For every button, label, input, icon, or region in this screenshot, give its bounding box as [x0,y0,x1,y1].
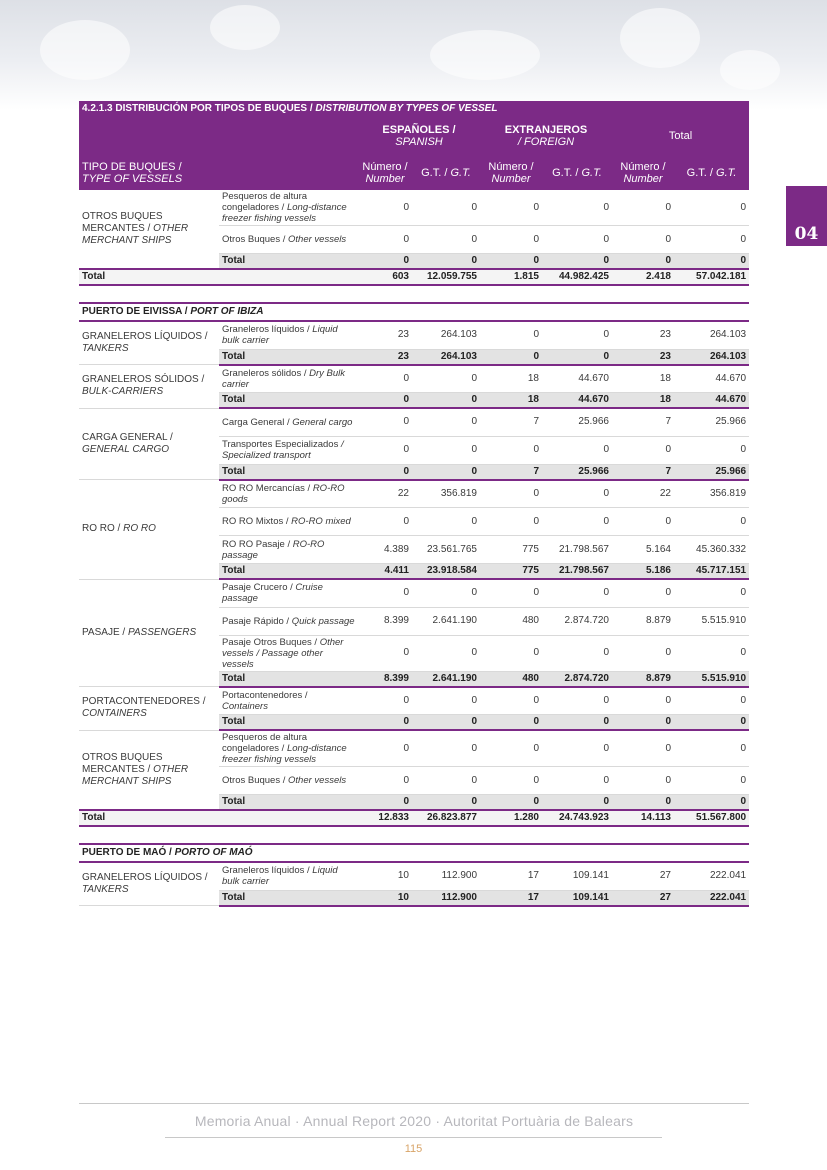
grand-total-value: 2.418 [612,269,674,285]
cell-value: 0 [412,436,480,464]
cell-value: 22 [612,480,674,508]
port-name: PUERTO DE MAÓ / PORTO OF MAÓ [79,844,749,862]
footer-divider [79,1103,749,1104]
subtotal-value: 0 [542,715,612,731]
subtotal-value: 0 [412,393,480,409]
subtotal-value: 0 [412,464,480,480]
cell-value: 18 [480,365,542,393]
col-type-of-vessels: TIPO DE BUQUES / TYPE OF VESSELS [79,156,358,190]
cell-value: 8.879 [612,607,674,635]
cell-value: 0 [612,767,674,795]
vessel-subtype: Pasaje Otros Buques / Other vessels / Passage other vessels [219,635,358,671]
cell-value: 0 [542,767,612,795]
cell-value: 0 [674,226,749,254]
cell-value: 109.141 [542,862,612,890]
cell-value: 0 [542,508,612,536]
vessel-category: GRANELEROS LÍQUIDOS / TANKERS [79,321,219,365]
cell-value: 0 [358,730,412,767]
chapter-tab [786,186,827,246]
cell-value: 0 [674,635,749,671]
cell-value: 0 [480,767,542,795]
subtotal-value: 0 [480,795,542,811]
cell-value: 0 [358,436,412,464]
subtotal-value: 45.717.151 [674,564,749,580]
cell-value: 0 [358,365,412,393]
grand-total-value: 1.815 [480,269,542,285]
grand-total-value: 26.823.877 [412,810,480,826]
subtotal-value: 480 [480,671,542,687]
subtotal-value: 0 [480,254,542,270]
cell-value: 0 [480,436,542,464]
cell-value: 0 [412,579,480,607]
table-row [79,365,749,393]
vessel-subtype: RO RO Mercancías / RO-RO goods [219,480,358,508]
cell-value: 4.389 [358,536,412,564]
group-spanish: ESPAÑOLES / SPANISH [358,116,480,156]
subtotal-label: Total [219,671,358,687]
cell-value: 0 [480,687,542,715]
subtotal-value: 0 [480,715,542,731]
subtotal-value: 0 [358,715,412,731]
subtotal-value: 0 [412,715,480,731]
cell-value: 21.798.567 [542,536,612,564]
col-number: Número / Number [480,156,542,190]
subtotal-label: Total [219,890,358,906]
subtotal-label: Total [219,715,358,731]
cell-value: 0 [612,579,674,607]
column-header-row [79,156,749,190]
grand-total-value: 1.280 [480,810,542,826]
cell-value: 23 [358,321,412,349]
grand-total-value: 44.982.425 [542,269,612,285]
col-gt: G.T. / G.T. [412,156,480,190]
subtotal-value: 8.879 [612,671,674,687]
col-number: Número / Number [358,156,412,190]
spacer-row [79,285,749,303]
cell-value: 5.164 [612,536,674,564]
cell-value: 0 [358,767,412,795]
cell-value: 0 [480,730,542,767]
cell-value: 0 [674,508,749,536]
chapter-number: 04 [794,224,819,244]
subtotal-label: Total [219,254,358,270]
cell-value: 0 [412,365,480,393]
subtotal-value: 0 [612,715,674,731]
subtotal-label: Total [219,564,358,580]
cell-value: 0 [358,579,412,607]
cell-value: 25.966 [674,408,749,436]
vessel-category: GRANELEROS LÍQUIDOS / TANKERS [79,862,219,906]
vessel-subtype: RO RO Mixtos / RO-RO mixed [219,508,358,536]
table-row [79,687,749,715]
grand-total-label: Total [79,269,358,285]
grand-total-row [79,269,749,285]
cell-value: 0 [542,687,612,715]
grand-total-value: 51.567.800 [674,810,749,826]
subtotal-value: 8.399 [358,671,412,687]
footer-text: Memoria Anual · Annual Report 2020 · Autoritat Portuària de Balears [194,1113,634,1129]
vessel-subtype: Pesqueros de altura congeladores / Long-distance freezer fishing vessels [219,190,358,226]
spacer-row [79,826,749,844]
spacer-cell [79,285,749,303]
cell-value: 0 [480,480,542,508]
subtotal-value: 27 [612,890,674,906]
subtotal-label: Total [219,795,358,811]
cell-value: 264.103 [412,321,480,349]
cell-value: 0 [480,321,542,349]
vessel-subtype: RO RO Pasaje / RO-RO passage [219,536,358,564]
cell-value: 0 [612,730,674,767]
subtotal-value: 17 [480,890,542,906]
cell-value: 2.874.720 [542,607,612,635]
cell-value: 7 [480,408,542,436]
cell-value: 112.900 [412,862,480,890]
table-title: 4.2.1.3 DISTRIBUCIÓN POR TIPOS DE BUQUES / DISTRIBUTION BY TYPES OF VESSEL [79,101,749,116]
subtotal-label: Total [219,464,358,480]
subtotal-value: 109.141 [542,890,612,906]
subtotal-value: 2.641.190 [412,671,480,687]
cell-value: 0 [674,436,749,464]
vessel-subtype: Carga General / General cargo [219,408,358,436]
vessel-subtype: Otros Buques / Other vessels [219,226,358,254]
cell-value: 0 [480,226,542,254]
table-row [79,480,749,508]
subtotal-value: 23.918.584 [412,564,480,580]
cell-value: 0 [612,508,674,536]
vessel-distribution-table-wrap [79,101,749,907]
vessel-category: CARGA GENERAL / GENERAL CARGO [79,408,219,480]
group-header-row [79,116,749,156]
subtotal-value: 2.874.720 [542,671,612,687]
subtotal-value: 0 [358,254,412,270]
subtotal-value: 18 [612,393,674,409]
table-row [79,321,749,349]
cell-value: 0 [612,687,674,715]
port-header-row [79,844,749,862]
cell-value: 0 [358,508,412,536]
subtotal-value: 7 [612,464,674,480]
grand-total-label: Total [79,810,358,826]
vessel-subtype: Graneleros líquidos / Liquid bulk carrier [219,321,358,349]
cell-value: 0 [358,687,412,715]
vessel-category: GRANELEROS SÓLIDOS / BULK-CARRIERS [79,365,219,409]
cell-value: 5.515.910 [674,607,749,635]
subtotal-value: 264.103 [412,349,480,365]
table-row [79,730,749,767]
subtotal-value: 23 [612,349,674,365]
subtotal-value: 0 [358,393,412,409]
cell-value: 0 [480,508,542,536]
subtotal-value: 0 [412,254,480,270]
cell-value: 23 [612,321,674,349]
subtotal-value: 0 [358,795,412,811]
cell-value: 356.819 [412,480,480,508]
cell-value: 0 [612,635,674,671]
subtotal-value: 0 [612,254,674,270]
cell-value: 264.103 [674,321,749,349]
cell-value: 0 [674,579,749,607]
vessel-subtype: Otros Buques / Other vessels [219,767,358,795]
cell-value: 0 [412,730,480,767]
footer-divider-short [165,1137,662,1138]
cell-value: 0 [674,687,749,715]
table-body [79,190,749,906]
cell-value: 0 [674,190,749,226]
table-row [79,862,749,890]
cell-value: 356.819 [674,480,749,508]
subtotal-value: 0 [358,464,412,480]
subtotal-value: 0 [612,795,674,811]
subtotal-value: 21.798.567 [542,564,612,580]
cell-value: 17 [480,862,542,890]
cell-value: 23.561.765 [412,536,480,564]
col-gt: G.T. / G.T. [674,156,749,190]
subtotal-value: 0 [542,349,612,365]
cell-value: 0 [674,767,749,795]
cell-value: 0 [480,579,542,607]
subtotal-value: 25.966 [542,464,612,480]
cell-value: 27 [612,862,674,890]
cell-value: 0 [412,635,480,671]
grand-total-value: 57.042.181 [674,269,749,285]
cell-value: 44.670 [674,365,749,393]
vessel-category: PASAJE / PASSENGERS [79,579,219,687]
cell-value: 0 [480,635,542,671]
cell-value: 0 [542,436,612,464]
subtotal-value: 7 [480,464,542,480]
vessel-subtype: Pasaje Crucero / Cruise passage [219,579,358,607]
grand-total-value: 603 [358,269,412,285]
subtotal-value: 222.041 [674,890,749,906]
subtotal-label: Total [219,349,358,365]
vessel-subtype: Pasaje Rápido / Quick passage [219,607,358,635]
subtotal-value: 25.966 [674,464,749,480]
vessel-subtype: Graneleros sólidos / Dry Bulk carrier [219,365,358,393]
cell-value: 0 [412,687,480,715]
cell-value: 0 [674,730,749,767]
port-header-row [79,303,749,321]
grand-total-value: 12.833 [358,810,412,826]
vessel-distribution-table [79,101,749,907]
cell-value: 44.670 [542,365,612,393]
subtotal-value: 112.900 [412,890,480,906]
cell-value: 8.399 [358,607,412,635]
cell-value: 0 [412,226,480,254]
col-gt: G.T. / G.T. [542,156,612,190]
grand-total-value: 14.113 [612,810,674,826]
subtotal-value: 775 [480,564,542,580]
subtotal-value: 0 [542,795,612,811]
subtotal-value: 0 [480,349,542,365]
cell-value: 775 [480,536,542,564]
vessel-subtype: Pesqueros de altura congeladores / Long-distance freezer fishing vessels [219,730,358,767]
cell-value: 0 [542,190,612,226]
cell-value: 0 [358,190,412,226]
subtotal-value: 264.103 [674,349,749,365]
cell-value: 0 [412,508,480,536]
subtotal-value: 0 [674,254,749,270]
cell-value: 0 [358,226,412,254]
cell-value: 0 [412,408,480,436]
subtotal-value: 5.515.910 [674,671,749,687]
cell-value: 0 [412,767,480,795]
table-row [79,408,749,436]
cell-value: 0 [542,480,612,508]
cell-value: 0 [542,730,612,767]
subtotal-value: 0 [674,795,749,811]
cell-value: 10 [358,862,412,890]
table-title-row [79,101,749,116]
cell-value: 0 [612,190,674,226]
cell-value: 0 [480,190,542,226]
grand-total-row [79,810,749,826]
vessel-subtype: Graneleros líquidos / Liquid bulk carrier [219,862,358,890]
grand-total-value: 12.059.755 [412,269,480,285]
subtotal-value: 4.411 [358,564,412,580]
subtotal-value: 0 [674,715,749,731]
subtotal-value: 0 [542,254,612,270]
cell-value: 0 [542,579,612,607]
subtotal-value: 44.670 [674,393,749,409]
cell-value: 2.641.190 [412,607,480,635]
port-name: PUERTO DE EIVISSA / PORT OF IBIZA [79,303,749,321]
subtotal-value: 44.670 [542,393,612,409]
col-number: Número / Number [612,156,674,190]
subtotal-label: Total [219,393,358,409]
vessel-category: PORTACONTENEDORES / CONTAINERS [79,687,219,731]
grand-total-value: 24.743.923 [542,810,612,826]
cell-value: 18 [612,365,674,393]
vessel-category: OTROS BUQUES MERCANTES / OTHER MERCHANT SHIPS [79,190,219,269]
subtotal-value: 5.186 [612,564,674,580]
table-row [79,190,749,226]
cell-value: 480 [480,607,542,635]
cell-value: 22 [358,480,412,508]
vessel-subtype: Transportes Especializados / Specialized transport [219,436,358,464]
group-foreign: EXTRANJEROS / FOREIGN [480,116,612,156]
cell-value: 0 [412,190,480,226]
cell-value: 7 [612,408,674,436]
subtotal-value: 18 [480,393,542,409]
vessel-subtype: Portacontenedores / Containers [219,687,358,715]
cell-value: 45.360.332 [674,536,749,564]
subtotal-value: 10 [358,890,412,906]
page-number: 115 [404,1143,423,1155]
subtotal-value: 23 [358,349,412,365]
cell-value: 0 [358,408,412,436]
cell-value: 0 [358,635,412,671]
cell-value: 0 [542,635,612,671]
subtotal-value: 0 [412,795,480,811]
cell-value: 0 [542,321,612,349]
spacer-cell [79,826,749,844]
cell-value: 0 [612,226,674,254]
group-total: Total [612,116,749,156]
cell-value: 0 [542,226,612,254]
cell-value: 25.966 [542,408,612,436]
vessel-category: RO RO / RO RO [79,480,219,580]
header-background [0,0,827,110]
cell-value: 0 [612,436,674,464]
cell-value: 222.041 [674,862,749,890]
vessel-category: OTROS BUQUES MERCANTES / OTHER MERCHANT SHIPS [79,730,219,810]
table-row [79,579,749,607]
